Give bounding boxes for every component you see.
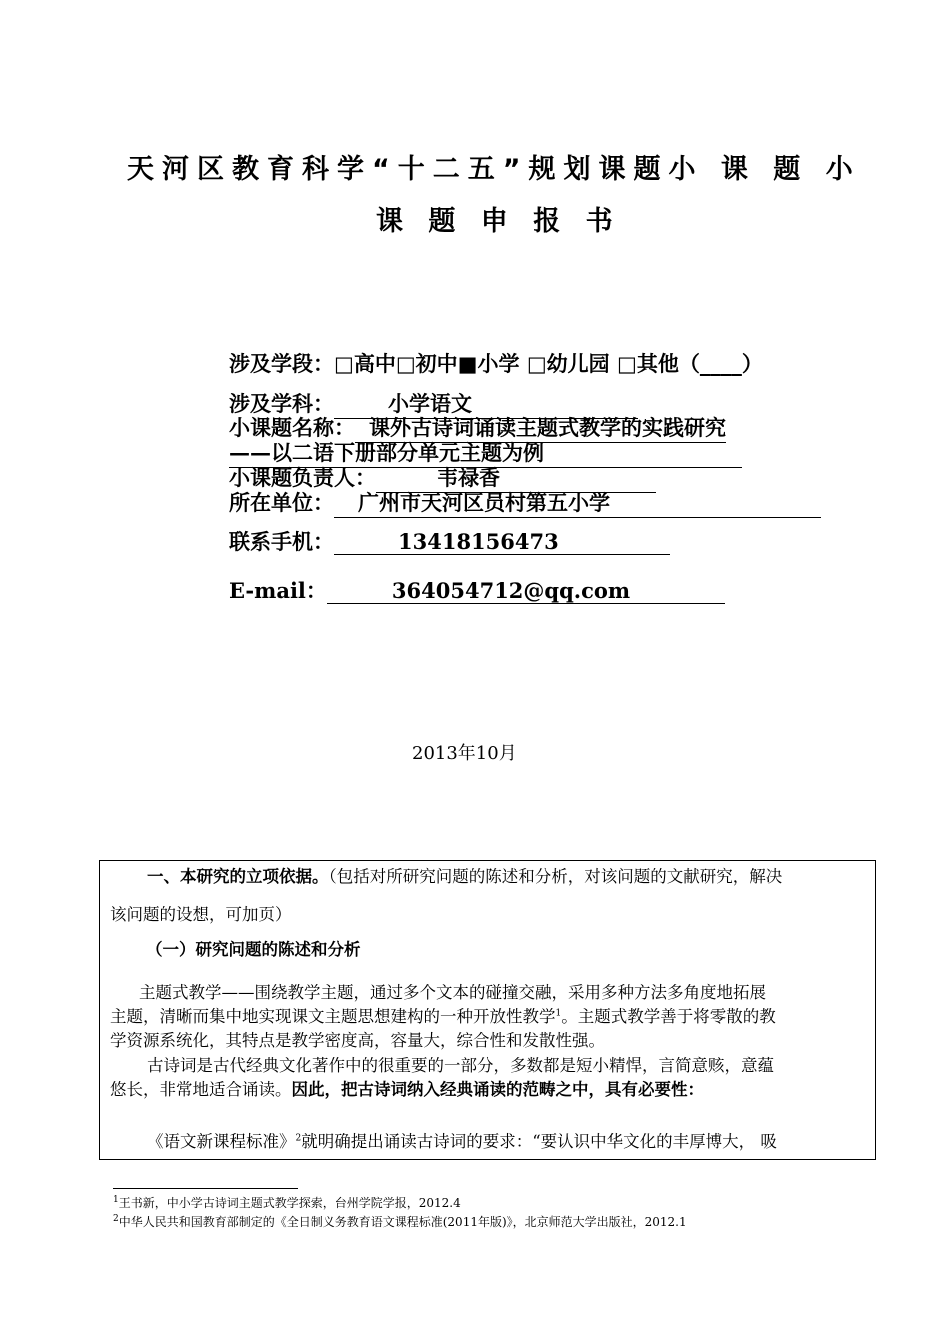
stage-row [229,348,763,378]
stage-options: □高中□初中■小学 □幼儿园 □其他（____） [334,351,763,376]
leader-value: 韦禄香 [437,465,500,490]
unit-label: 所在单位： [229,490,334,515]
unit-field [334,487,821,518]
paragraph-2-line2: 悠长，非常地适合诵读。因此，把古诗词纳入经典诵读的范畴之中，具有必要性： [110,1080,704,1099]
footnote-1: $^1$王书新，中小学古诗词主题式教学探索，台州学院学报，2012.4 [113,1195,461,1210]
document-title-line1: 天河区教育科学“十二五”规划课题小 课 题 小 [127,154,861,185]
paragraph-2-line1: 古诗词是古代经典文化著作中的很重要的一部分，多数都是短小精悍，言简意赅，意蕴 [147,1056,774,1075]
document-title-line2: 课 题 申 报 书 [376,206,621,237]
topic-value-line2: ——以二语下册部分单元主题为例 [229,437,742,468]
section-1-box [99,860,876,1160]
phone-row [229,526,670,556]
subject-value: 小学语文 [388,391,472,416]
paragraph-3-line1: 《语文新课程标准》$^2$就明确提出诵读古诗词的要求：“要认识中华文化的丰厚博大， 吸 [147,1132,777,1151]
application-date: 2013年10月 [412,743,517,764]
section-heading-note: （包括对所研究问题的陈述和分析，对该问题的文献研究，解决 [328,867,783,886]
paragraph-1-line1: 主题式教学——围绕教学主题，通过多个文本的碰撞交融，采用多种方法多角度地拓展 [139,983,766,1002]
email-label: E-mail： [229,578,327,603]
phone-field [334,529,670,555]
paragraph-1-line2: 主题，清晰而集中地实现课文主题思想建构的一种开放性教学$^1$。主题式教学善于将零散的教 [110,1007,776,1026]
paragraph-2-emphasis: 因此，把古诗词纳入经典诵读的范畴之中，具有必要性： [291,1080,704,1099]
leader-label: 小课题负责人： [229,465,376,490]
footnote-separator [113,1188,298,1189]
stage-label: 涉及学段： [229,351,334,376]
phone-label: 联系手机： [229,529,334,554]
footnote-ref-1[interactable]: 1 [555,1008,562,1019]
unit-value: 广州市天河区员村第五小学 [358,490,610,515]
paragraph-1-line3: 学资源系统化，其特点是教学密度高，容量大，综合性和发散性强。 [110,1031,605,1050]
phone-value: 13418156473 [398,529,559,554]
section-heading [147,863,782,887]
footnote-ref-2[interactable]: 2 [295,1133,302,1144]
subsection-heading: （一）研究问题的陈述和分析 [146,940,361,959]
subject-label: 涉及学科： [229,391,334,416]
email-row [229,575,725,605]
topic-value-line1: 课外古诗词诵读主题式教学的实践研究 [369,415,726,440]
section-heading-title: 一、本研究的立项依据。 [147,867,329,886]
topic-label: 小课题名称： [229,415,355,440]
email-field [327,578,725,604]
section-heading-note-cont: 该问题的设想，可加页） [110,905,292,924]
footnote-2: $^2$中华人民共和国教育部制定的《全日制义务教育语文课程标准(2011年版)》，北京师范大学出版社，2012.1 [113,1214,687,1229]
unit-row [229,487,821,518]
email-value: 364054712@qq.com [391,578,631,603]
